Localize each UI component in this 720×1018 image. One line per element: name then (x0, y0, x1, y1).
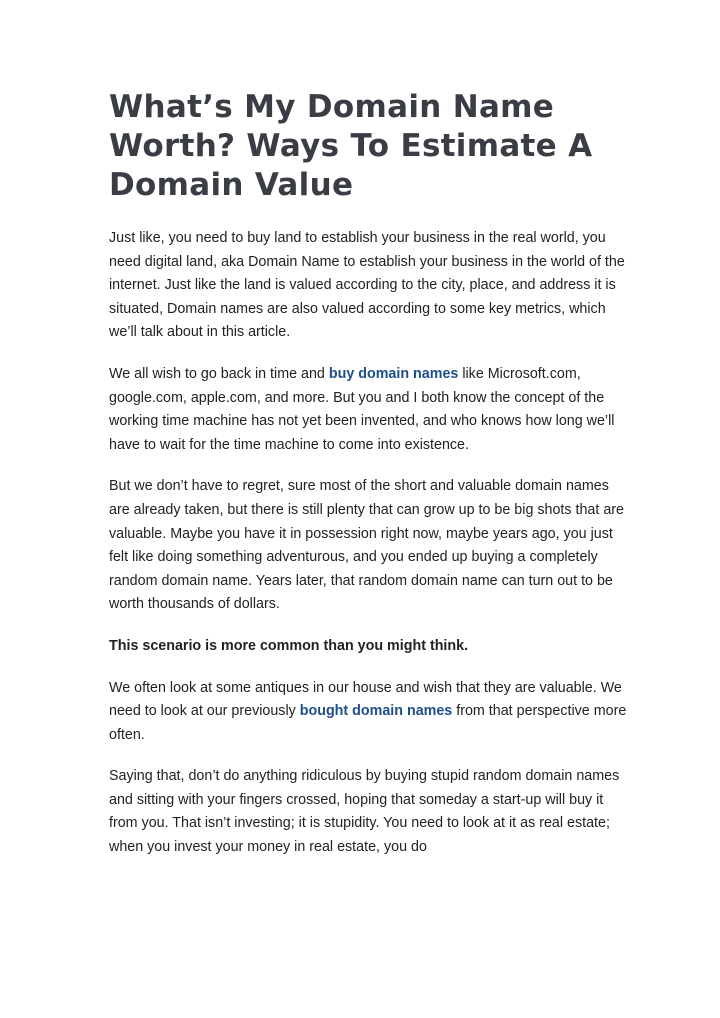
paragraph-intro: Just like, you need to buy land to establish your business in the real world, you need digital land, aka Domain Name to establish your business in the world of the internet. Just like the land is valued according to the city, place, and address it is situated, Domain names are also valued according to some key metrics, which we’ll talk about in this article. (109, 230, 625, 341)
paragraph-text: like Microsoft.com, google.com, apple.com, and more. But you and I both know the concept of the working time machine has not yet been invented, and who knows how long we’ll have to wait for the time machine to come into existence. (109, 365, 615, 453)
paragraph-regret: But we don’t have to regret, sure most of the short and valuable domain names are already taken, but there is still plenty that can grow up to be big shots that are valuable. Maybe you have it in possession right now, maybe years ago, you just felt like doing something adventurous, and you ended up buying a completely random domain name. Years later, that random domain name can turn out to be worth thousands of dollars. (109, 478, 624, 613)
article-body (109, 88, 629, 878)
buy-domain-names-link[interactable]: buy domain names (328, 365, 459, 382)
bought-domain-names-link[interactable]: bought domain names (299, 703, 453, 720)
paragraph-text: We often look at some antiques in our house and wish that they are valuable. We need to look at our previously (109, 679, 622, 720)
paragraph-time-machine (109, 363, 629, 457)
paragraph-real-estate: Saying that, don’t do anything ridiculous by buying stupid random domain names and sitting with your fingers crossed, hoping that someday a start-up will buy it from you. That isn’t investing; it is stupidity. You need to look at it as real estate; when you invest your money in real estate, you do (109, 768, 620, 856)
article-title: What’s My Domain Name Worth? Ways To Estimate A Domain Value (109, 89, 593, 203)
paragraph-text: from that perspective more often. (109, 703, 627, 743)
paragraph-text: We all wish to go back in time and (109, 365, 329, 382)
paragraph-scenario: This scenario is more common than you might think. (109, 637, 469, 654)
paragraph-antiques (109, 677, 629, 748)
